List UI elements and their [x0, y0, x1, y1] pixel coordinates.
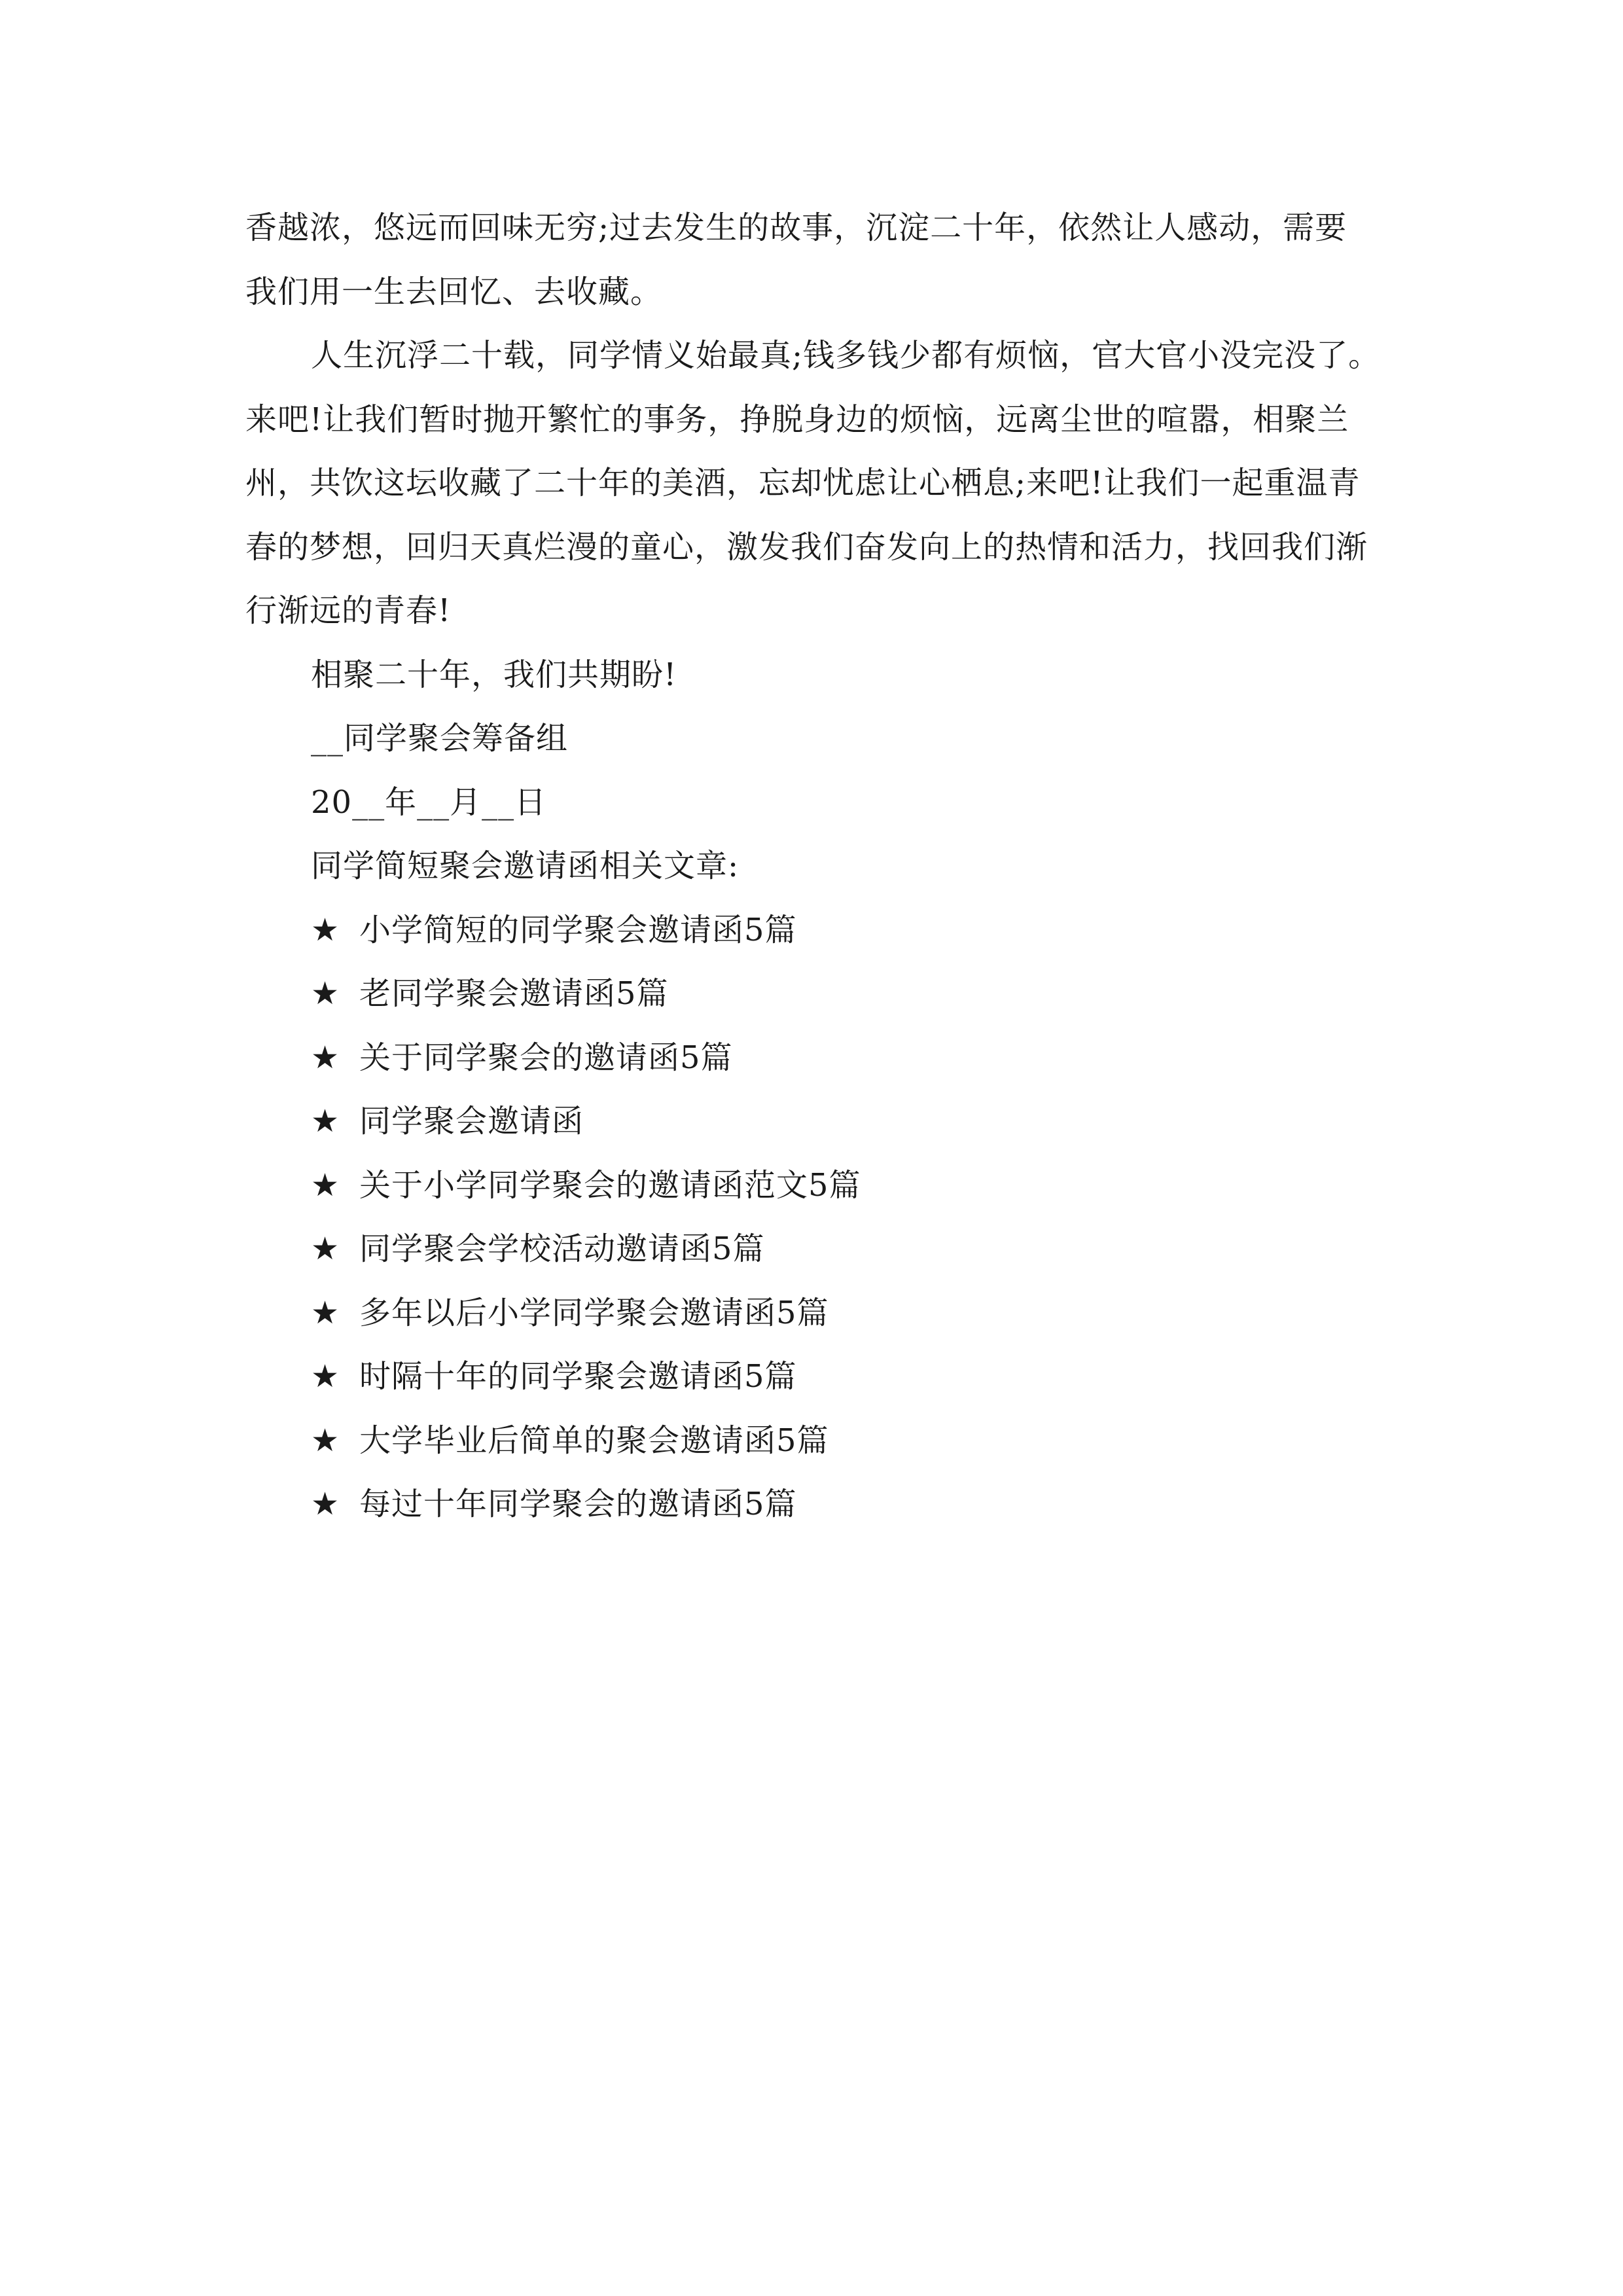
related-article-link[interactable]: [245, 1154, 1384, 1218]
paragraph-2-line-5: 行渐远的青春!: [245, 592, 452, 629]
star-icon: ★: [311, 1103, 340, 1139]
star-icon: ★: [311, 975, 340, 1012]
star-icon: ★: [311, 1294, 340, 1331]
star-icon: ★: [311, 1486, 340, 1522]
related-article-title: 多年以后小学同学聚会邀请函5篇: [359, 1294, 829, 1331]
related-articles-list: [245, 899, 1384, 1537]
related-article-link[interactable]: [245, 1026, 1384, 1090]
star-icon: ★: [311, 1166, 340, 1204]
star-icon: ★: [311, 1422, 340, 1459]
related-article-link[interactable]: [245, 899, 1384, 963]
star-icon: ★: [311, 1230, 340, 1267]
related-article-link[interactable]: [245, 1282, 1384, 1346]
paragraph-2-line-2: 来吧!让我们暂时抛开繁忙的事务，挣脱身边的烦恼，远离尘世的喧嚣，相聚兰: [245, 401, 1349, 438]
star-icon: ★: [311, 911, 340, 948]
related-article-link[interactable]: [245, 962, 1384, 1026]
paragraph-1-line-1: 香越浓，悠远而回味无穷;过去发生的故事，沉淀二十年，依然让人感动，需要: [245, 209, 1347, 246]
related-article-link[interactable]: [245, 1217, 1384, 1282]
related-article-title: 老同学聚会邀请函5篇: [359, 975, 669, 1012]
paragraph-2-line-1: 人生沉浮二十载，同学情义始最真;钱多钱少都有烦恼，官大官小没完没了。: [311, 337, 1381, 374]
related-article-link[interactable]: [245, 1090, 1384, 1154]
related-article-title: 每过十年同学聚会的邀请函5篇: [359, 1486, 797, 1522]
related-article-title: 关于同学聚会的邀请函5篇: [359, 1039, 733, 1076]
related-article-link[interactable]: [245, 1345, 1384, 1409]
related-article-title: 关于小学同学聚会的邀请函范文5篇: [359, 1166, 861, 1204]
paragraph-1-line-2: 我们用一生去回忆、去收藏。: [245, 273, 663, 310]
related-article-title: 小学简短的同学聚会邀请函5篇: [359, 911, 797, 948]
star-icon: ★: [311, 1358, 340, 1395]
star-icon: ★: [311, 1039, 340, 1076]
related-article-title: 大学毕业后简单的聚会邀请函5篇: [359, 1422, 829, 1459]
related-heading: 同学简短聚会邀请函相关文章:: [311, 848, 740, 884]
related-article-title: 时隔十年的同学聚会邀请函5篇: [359, 1358, 797, 1395]
paragraph-2-line-4: 春的梦想，回归天真烂漫的童心，激发我们奋发向上的热情和活力，找回我们渐: [245, 528, 1368, 565]
related-article-link[interactable]: [245, 1473, 1384, 1537]
related-article-title: 同学聚会邀请函: [359, 1103, 584, 1139]
date-line: 20__年__月__日: [311, 783, 547, 821]
closing-line: 相聚二十年，我们共期盼!: [311, 656, 677, 693]
paragraph-2-line-3: 州，共饮这坛收藏了二十年的美酒，忘却忧虑让心栖息;来吧!让我们一起重温青: [245, 465, 1361, 501]
organizer-line: __同学聚会筹备组: [311, 720, 569, 757]
document-body: [245, 196, 1384, 1537]
related-article-title: 同学聚会学校活动邀请函5篇: [359, 1230, 765, 1267]
related-article-link[interactable]: [245, 1409, 1384, 1473]
